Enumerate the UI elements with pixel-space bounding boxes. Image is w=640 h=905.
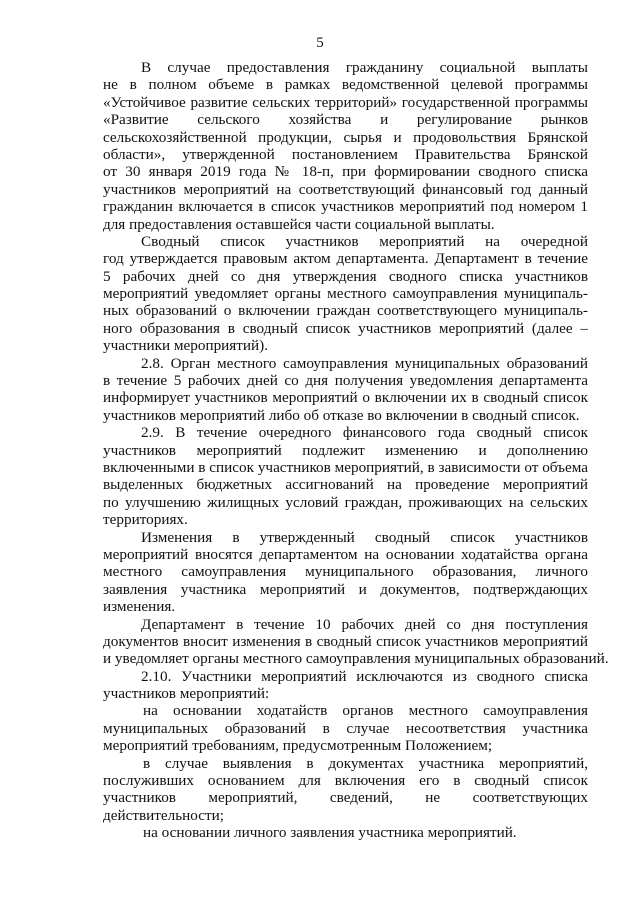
text-line: 2.8. Орган местного самоуправления муниципальных образований xyxy=(141,354,588,372)
text-line: территориях. xyxy=(103,511,188,529)
paragraph-exclusion-false-info xyxy=(103,755,588,825)
text-line: год утверждается правовым актом департамента. Департамент в течение xyxy=(103,250,588,268)
text-line: В случае предоставления гражданину социальной выплаты xyxy=(141,59,588,76)
paragraph-list-changes xyxy=(103,529,588,616)
text-line: «Развитие сельского хозяйства и регулирование рынков xyxy=(103,111,588,129)
paragraph-clause-2-9 xyxy=(103,424,588,528)
text-line: действительности; xyxy=(103,806,224,824)
text-line: для предоставления оставшейся части социальной выплаты. xyxy=(103,215,495,233)
text-line: информирует участников мероприятий о включении их в сводный список xyxy=(103,389,588,407)
page-number: 5 xyxy=(316,35,324,51)
text-line: в случае выявления в документах участника мероприятий, xyxy=(143,754,588,772)
paragraph-exclusion-personal-request xyxy=(103,824,588,841)
paragraph-partial-payment xyxy=(103,59,588,233)
text-line: участников мероприятий: xyxy=(103,685,270,703)
text-line: Департамент в течение 10 рабочих дней со дня поступления xyxy=(141,615,588,633)
text-line: Изменения в утвержденный сводный список участников xyxy=(141,528,588,546)
document-body xyxy=(103,59,609,842)
text-line: «Устойчивое развитие сельских территорий» государственной программы xyxy=(103,93,588,111)
text-line: от 30 января 2019 года № 18-п, при формировании сводного списка xyxy=(103,163,588,181)
text-line: Сводный список участников мероприятий на очередной xyxy=(141,232,588,250)
text-line: местного самоуправления муниципального образования, личного xyxy=(103,563,588,581)
text-line: послуживших основанием для включения его в сводный список xyxy=(103,772,588,790)
text-line: 5 рабочих дней со дня утверждения сводного списка участников xyxy=(103,267,588,285)
text-line: мероприятий требованиям, предусмотренным Положением; xyxy=(103,737,493,755)
paragraph-consolidated-list xyxy=(103,233,588,355)
text-line: 2.10. Участники мероприятий исключаются из сводного списка xyxy=(141,667,588,685)
text-line: 2.9. В течение очередного финансового года сводный список xyxy=(141,424,588,442)
text-line: гражданин включается в список участников мероприятий под номером 1 xyxy=(103,198,588,216)
text-line: заявления участника мероприятий и документов, подтверждающих xyxy=(103,580,588,598)
text-line: в течение 5 рабочих дней со дня получения уведомления департамента xyxy=(103,372,588,390)
paragraph-department-changes xyxy=(103,615,609,668)
text-line: участников мероприятий, сведений, не соответствующих xyxy=(103,789,588,807)
text-line: выделенных бюджетных ассигнований на проведение мероприятий xyxy=(103,476,588,494)
text-line: участников мероприятий на соответствующий финансовый год данный xyxy=(103,180,588,198)
text-line: мероприятий уведомляет органы местного самоуправления муниципаль- xyxy=(103,285,588,303)
paragraph-exclusion-petition xyxy=(103,702,588,754)
text-line: и уведомляет органы местного самоуправления муниципальных образований. xyxy=(103,650,609,668)
paragraph-clause-2-10 xyxy=(103,668,588,703)
text-line: ных образований о включении граждан соответствующего муниципаль- xyxy=(103,302,588,320)
text-line: муниципальных образований в случае несоответствия участника xyxy=(103,719,588,737)
text-line: участники мероприятий). xyxy=(103,337,269,355)
text-line: по улучшению жилищных условий граждан, проживающих на сельских xyxy=(103,493,588,511)
text-line: не в полном объеме в рамках ведомственной целевой программы xyxy=(103,76,588,94)
text-line: на основании личного заявления участника мероприятий. xyxy=(143,824,517,842)
paragraph-clause-2-8 xyxy=(103,355,588,425)
text-line: на основании ходатайств органов местного самоуправления xyxy=(143,702,588,720)
text-line: ного образования в сводный список участников мероприятий (далее – xyxy=(103,319,588,337)
text-line: участников мероприятий подлежит изменению и дополнению xyxy=(103,441,588,459)
text-line: области», утвержденной постановлением Правительства Брянской xyxy=(103,145,588,163)
text-line: документов вносит изменения в сводный список участников мероприятий xyxy=(103,632,588,650)
text-line: участников мероприятий либо об отказе во включении в сводный список. xyxy=(103,406,580,424)
text-line: включенными в список участников мероприятий, в зависимости от объема xyxy=(103,458,588,476)
text-line: мероприятий вносятся департаментом на основании ходатайства органа xyxy=(103,545,588,563)
text-line: изменения. xyxy=(103,598,176,616)
text-line: сельскохозяйственной продукции, сырья и продовольствия Брянской xyxy=(103,128,588,146)
